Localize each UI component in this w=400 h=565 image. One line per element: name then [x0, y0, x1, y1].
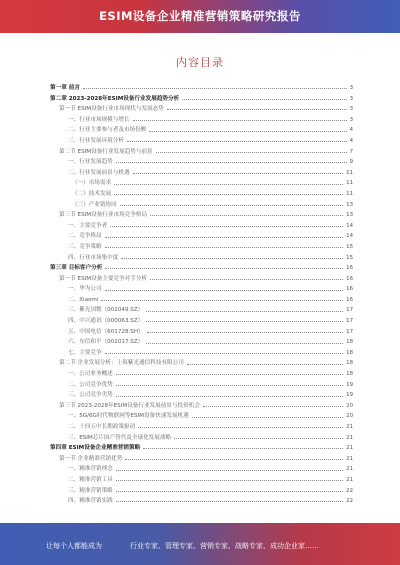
table-of-contents	[50, 83, 353, 507]
toc-leader-dots	[116, 373, 343, 375]
toc-entry[interactable]	[50, 390, 353, 401]
toc-entry-page: 18	[346, 360, 353, 367]
toc-leader-dots	[121, 257, 343, 259]
toc-leader-dots	[182, 98, 346, 100]
toc-leader-dots	[187, 363, 343, 365]
toc-entry[interactable]	[50, 157, 353, 168]
toc-leader-dots	[105, 246, 344, 248]
toc-leader-dots	[105, 267, 343, 269]
toc-entry-page: 21	[346, 445, 353, 452]
toc-entry-page: 15	[346, 243, 353, 250]
toc-entry[interactable]	[50, 348, 353, 359]
toc-entry-text: 四、行业市场集中度	[68, 253, 120, 264]
toc-entry[interactable]	[50, 284, 353, 295]
toc-entry[interactable]	[50, 475, 353, 486]
toc-entry-text: 二、公司竞争优势	[68, 380, 115, 391]
toc-entry-text: 二、行业发展前景与机遇	[68, 168, 132, 179]
toc-entry-text: 第四章 ESIM设备企业精准营销策略	[50, 443, 142, 454]
header-banner	[0, 0, 400, 33]
toc-entry[interactable]	[50, 231, 353, 242]
toc-entry-page: 9	[349, 159, 353, 166]
toc-entry-text: 三、竞争策略	[68, 242, 104, 253]
toc-entry-page: 14	[346, 233, 353, 240]
toc-entry-text: 一、行业发展趋势	[68, 157, 115, 168]
toc-entry[interactable]	[50, 125, 353, 136]
toc-entry[interactable]	[50, 337, 353, 348]
toc-entry-page: 21	[346, 434, 353, 441]
toc-entry[interactable]	[50, 316, 353, 327]
toc-leader-dots	[116, 469, 343, 471]
toc-entry-page: 18	[346, 349, 353, 356]
toc-entry[interactable]	[50, 433, 353, 444]
toc-entry-text: 二、竞争格局	[68, 231, 104, 242]
toc-entry-text: 三、行业发展环境分析	[68, 136, 126, 147]
toc-entry[interactable]	[50, 443, 353, 454]
toc-entry[interactable]	[50, 200, 353, 211]
toc-entry-text: 第一节 ESIM设备行业市场现状与发展态势	[59, 104, 166, 115]
toc-leader-dots	[114, 193, 343, 195]
toc-leader-dots	[120, 204, 343, 206]
toc-entry-text: 一、主要竞争者	[68, 221, 109, 232]
toc-entry-page: 22	[346, 487, 353, 494]
toc-entry[interactable]	[50, 253, 353, 264]
toc-leader-dots	[146, 310, 343, 312]
toc-entry-text: 一、行业市场规模与增长	[68, 115, 132, 126]
toc-entry-page: 17	[346, 318, 353, 325]
toc-entry[interactable]	[50, 178, 353, 189]
toc-leader-dots	[83, 87, 347, 89]
toc-leader-dots	[146, 342, 343, 344]
toc-entry-text: 第三节 2023-2028年ESIM设备行业发展前景与投资机会	[59, 401, 202, 412]
toc-entry-text: 四、中兴通讯（000063.SZ）	[68, 316, 145, 327]
toc-entry[interactable]	[50, 369, 353, 380]
toc-entry-text: 第三节 ESIM设备行业市场竞争格局	[59, 210, 149, 221]
toc-entry-page: 16	[346, 286, 353, 293]
toc-entry-page: 11	[346, 169, 353, 176]
toc-leader-dots	[116, 384, 343, 386]
toc-entry-page: 11	[346, 190, 353, 197]
report-title: ESIM设备企业精准营销策略研究报告	[99, 9, 301, 23]
toc-leader-dots	[127, 140, 347, 142]
toc-entry-text: 七、主要竞争	[68, 348, 104, 359]
toc-entry-page: 21	[346, 476, 353, 483]
toc-entry[interactable]	[50, 83, 353, 94]
toc-leader-dots	[125, 458, 343, 460]
footer-slogan	[46, 541, 319, 551]
toc-entry-page: 3	[349, 95, 353, 102]
toc-entry-page: 11	[346, 180, 353, 187]
toc-entry[interactable]	[50, 486, 353, 497]
toc-entry-page: 3	[349, 106, 353, 113]
toc-leader-dots	[167, 108, 347, 110]
toc-entry[interactable]	[50, 327, 353, 338]
toc-entry[interactable]	[50, 422, 353, 433]
toc-entry[interactable]	[50, 263, 353, 274]
toc-entry-text: 第二节 企业发展分析：上海紫光通信科技有限公司	[59, 358, 186, 369]
toc-entry[interactable]	[50, 454, 353, 465]
toc-leader-dots	[174, 437, 343, 439]
toc-entry-text: 第一章 前言	[50, 83, 82, 94]
toc-leader-dots	[116, 161, 347, 163]
toc-leader-dots	[105, 236, 344, 238]
toc-entry[interactable]	[50, 305, 353, 316]
toc-entry-page: 13	[346, 212, 353, 219]
toc-leader-dots	[110, 225, 343, 227]
toc-leader-dots	[101, 299, 343, 301]
toc-leader-dots	[105, 289, 344, 291]
toc-entry-text: 第一节 ESIM设备主要竞争对手分析	[59, 274, 149, 285]
toc-entry-page: 19	[346, 381, 353, 388]
toc-entry-page: 7	[349, 148, 353, 155]
toc-entry[interactable]	[50, 295, 353, 306]
toc-entry-page: 18	[346, 371, 353, 378]
toc-entry[interactable]	[50, 221, 353, 232]
toc-entry[interactable]	[50, 210, 353, 221]
toc-entry-text: 一、公司业务概述	[68, 369, 115, 380]
toc-entry-page: 21	[346, 455, 353, 462]
toc-leader-dots	[143, 447, 343, 449]
toc-leader-dots	[116, 479, 343, 481]
toc-entry[interactable]	[50, 464, 353, 475]
toc-entry-page: 15	[346, 254, 353, 261]
toc-entry-page: 22	[346, 498, 353, 505]
toc-entry[interactable]	[50, 358, 353, 369]
toc-leader-dots	[150, 278, 343, 280]
toc-entry-page: 21	[346, 466, 353, 473]
toc-leader-dots	[133, 172, 344, 174]
toc-leader-dots	[116, 490, 343, 492]
toc-entry-text: 第三章 目标客户分析	[50, 263, 104, 274]
toc-entry-page: 18	[346, 339, 353, 346]
toc-entry-page: 21	[346, 424, 353, 430]
toc-entry-text: 第二章 2023-2028年ESIM设备行业发展趋势分析	[50, 94, 181, 105]
toc-entry-page: 3	[349, 116, 353, 123]
toc-entry-text: 三、精准营销策略	[68, 486, 115, 497]
toc-entry-text: （二）技术发展	[72, 189, 113, 200]
toc-entry-text: 六、东信和平（002017.SZ）	[68, 337, 145, 348]
toc-entry-text: 二、十四五中长期政策驱动	[68, 422, 137, 433]
toc-entry[interactable]	[50, 274, 353, 285]
toc-entry-text: 三、ESIM芯片国产替代及全球化发展战略	[68, 433, 173, 444]
toc-entry[interactable]	[50, 496, 353, 507]
toc-entry-text: 一、华为公司	[68, 284, 104, 295]
toc-entry-text: 三、公司竞争劣势	[68, 390, 115, 401]
toc-entry[interactable]	[50, 411, 353, 422]
toc-entry[interactable]	[50, 189, 353, 200]
toc-entry[interactable]	[50, 242, 353, 253]
footer-slogan-left: 让每个人都能成为	[46, 542, 102, 550]
toc-entry-page: 4	[349, 137, 353, 144]
toc-leader-dots	[150, 214, 343, 216]
toc-entry[interactable]	[50, 94, 353, 105]
footer-banner	[0, 523, 400, 565]
toc-entry-text: 第一节 企业精准营销优势	[59, 454, 124, 465]
toc-entry-text: 一、精准营销理念	[68, 464, 115, 475]
toc-entry-text: 二、精准营销工具	[68, 475, 115, 486]
toc-entry-page: 17	[346, 328, 353, 335]
toc-entry-page: 19	[346, 392, 353, 399]
toc-entry[interactable]	[50, 115, 353, 126]
toc-entry-text: 第二节 ESIM设备行业发展趋势与前景	[59, 147, 155, 158]
toc-leader-dots	[133, 119, 347, 121]
toc-entry-text: 五、中国电信（601728.SH）	[68, 327, 146, 338]
toc-entry-page: 17	[346, 307, 353, 314]
toc-entry[interactable]	[50, 104, 353, 115]
toc-entry-page: 16	[346, 275, 353, 282]
toc-entry[interactable]	[50, 380, 353, 391]
toc-leader-dots	[203, 405, 343, 407]
toc-leader-dots	[147, 331, 344, 333]
toc-leader-dots	[116, 500, 343, 502]
toc-leader-dots	[149, 130, 346, 132]
toc-title: 内容目录	[176, 56, 224, 69]
toc-entry-text: （一）市场需求	[72, 178, 113, 189]
toc-entry-text: 二、行业主要参与者及市场份额	[68, 125, 148, 136]
toc-entry-text: 一、5G/6G时代物联网等ESIM设备快速发展机遇	[68, 411, 191, 422]
toc-leader-dots	[105, 352, 344, 354]
toc-leader-dots	[114, 183, 343, 185]
toc-entry-text: （三）产业链协同	[72, 200, 119, 211]
toc-entry-page: 16	[346, 265, 353, 272]
toc-leader-dots	[138, 426, 343, 428]
toc-entry[interactable]	[50, 136, 353, 147]
footer-slogan-right: 行业专家、管理专家、营销专家、战略专家、成功企业家……	[130, 542, 319, 550]
toc-entry-text: 二、Xiaomi	[68, 295, 100, 306]
toc-entry-text: 四、精准营销实践	[68, 496, 115, 507]
toc-entry-text: 三、紫光国微（002049.SZ）	[68, 305, 145, 316]
toc-entry-page: 20	[346, 413, 353, 420]
toc-entry-page: 16	[346, 296, 353, 303]
toc-leader-dots	[192, 416, 343, 418]
toc-entry-page: 4	[349, 127, 353, 134]
toc-entry[interactable]	[50, 147, 353, 158]
toc-entry-page: 3	[349, 85, 353, 91]
toc-entry-page: 20	[346, 402, 353, 409]
toc-entry[interactable]	[50, 401, 353, 412]
toc-entry-page: 14	[346, 222, 353, 229]
toc-entry-page: 13	[346, 201, 353, 208]
toc-leader-dots	[116, 395, 343, 397]
toc-leader-dots	[156, 151, 347, 153]
toc-entry[interactable]	[50, 168, 353, 179]
toc-leader-dots	[146, 320, 343, 322]
